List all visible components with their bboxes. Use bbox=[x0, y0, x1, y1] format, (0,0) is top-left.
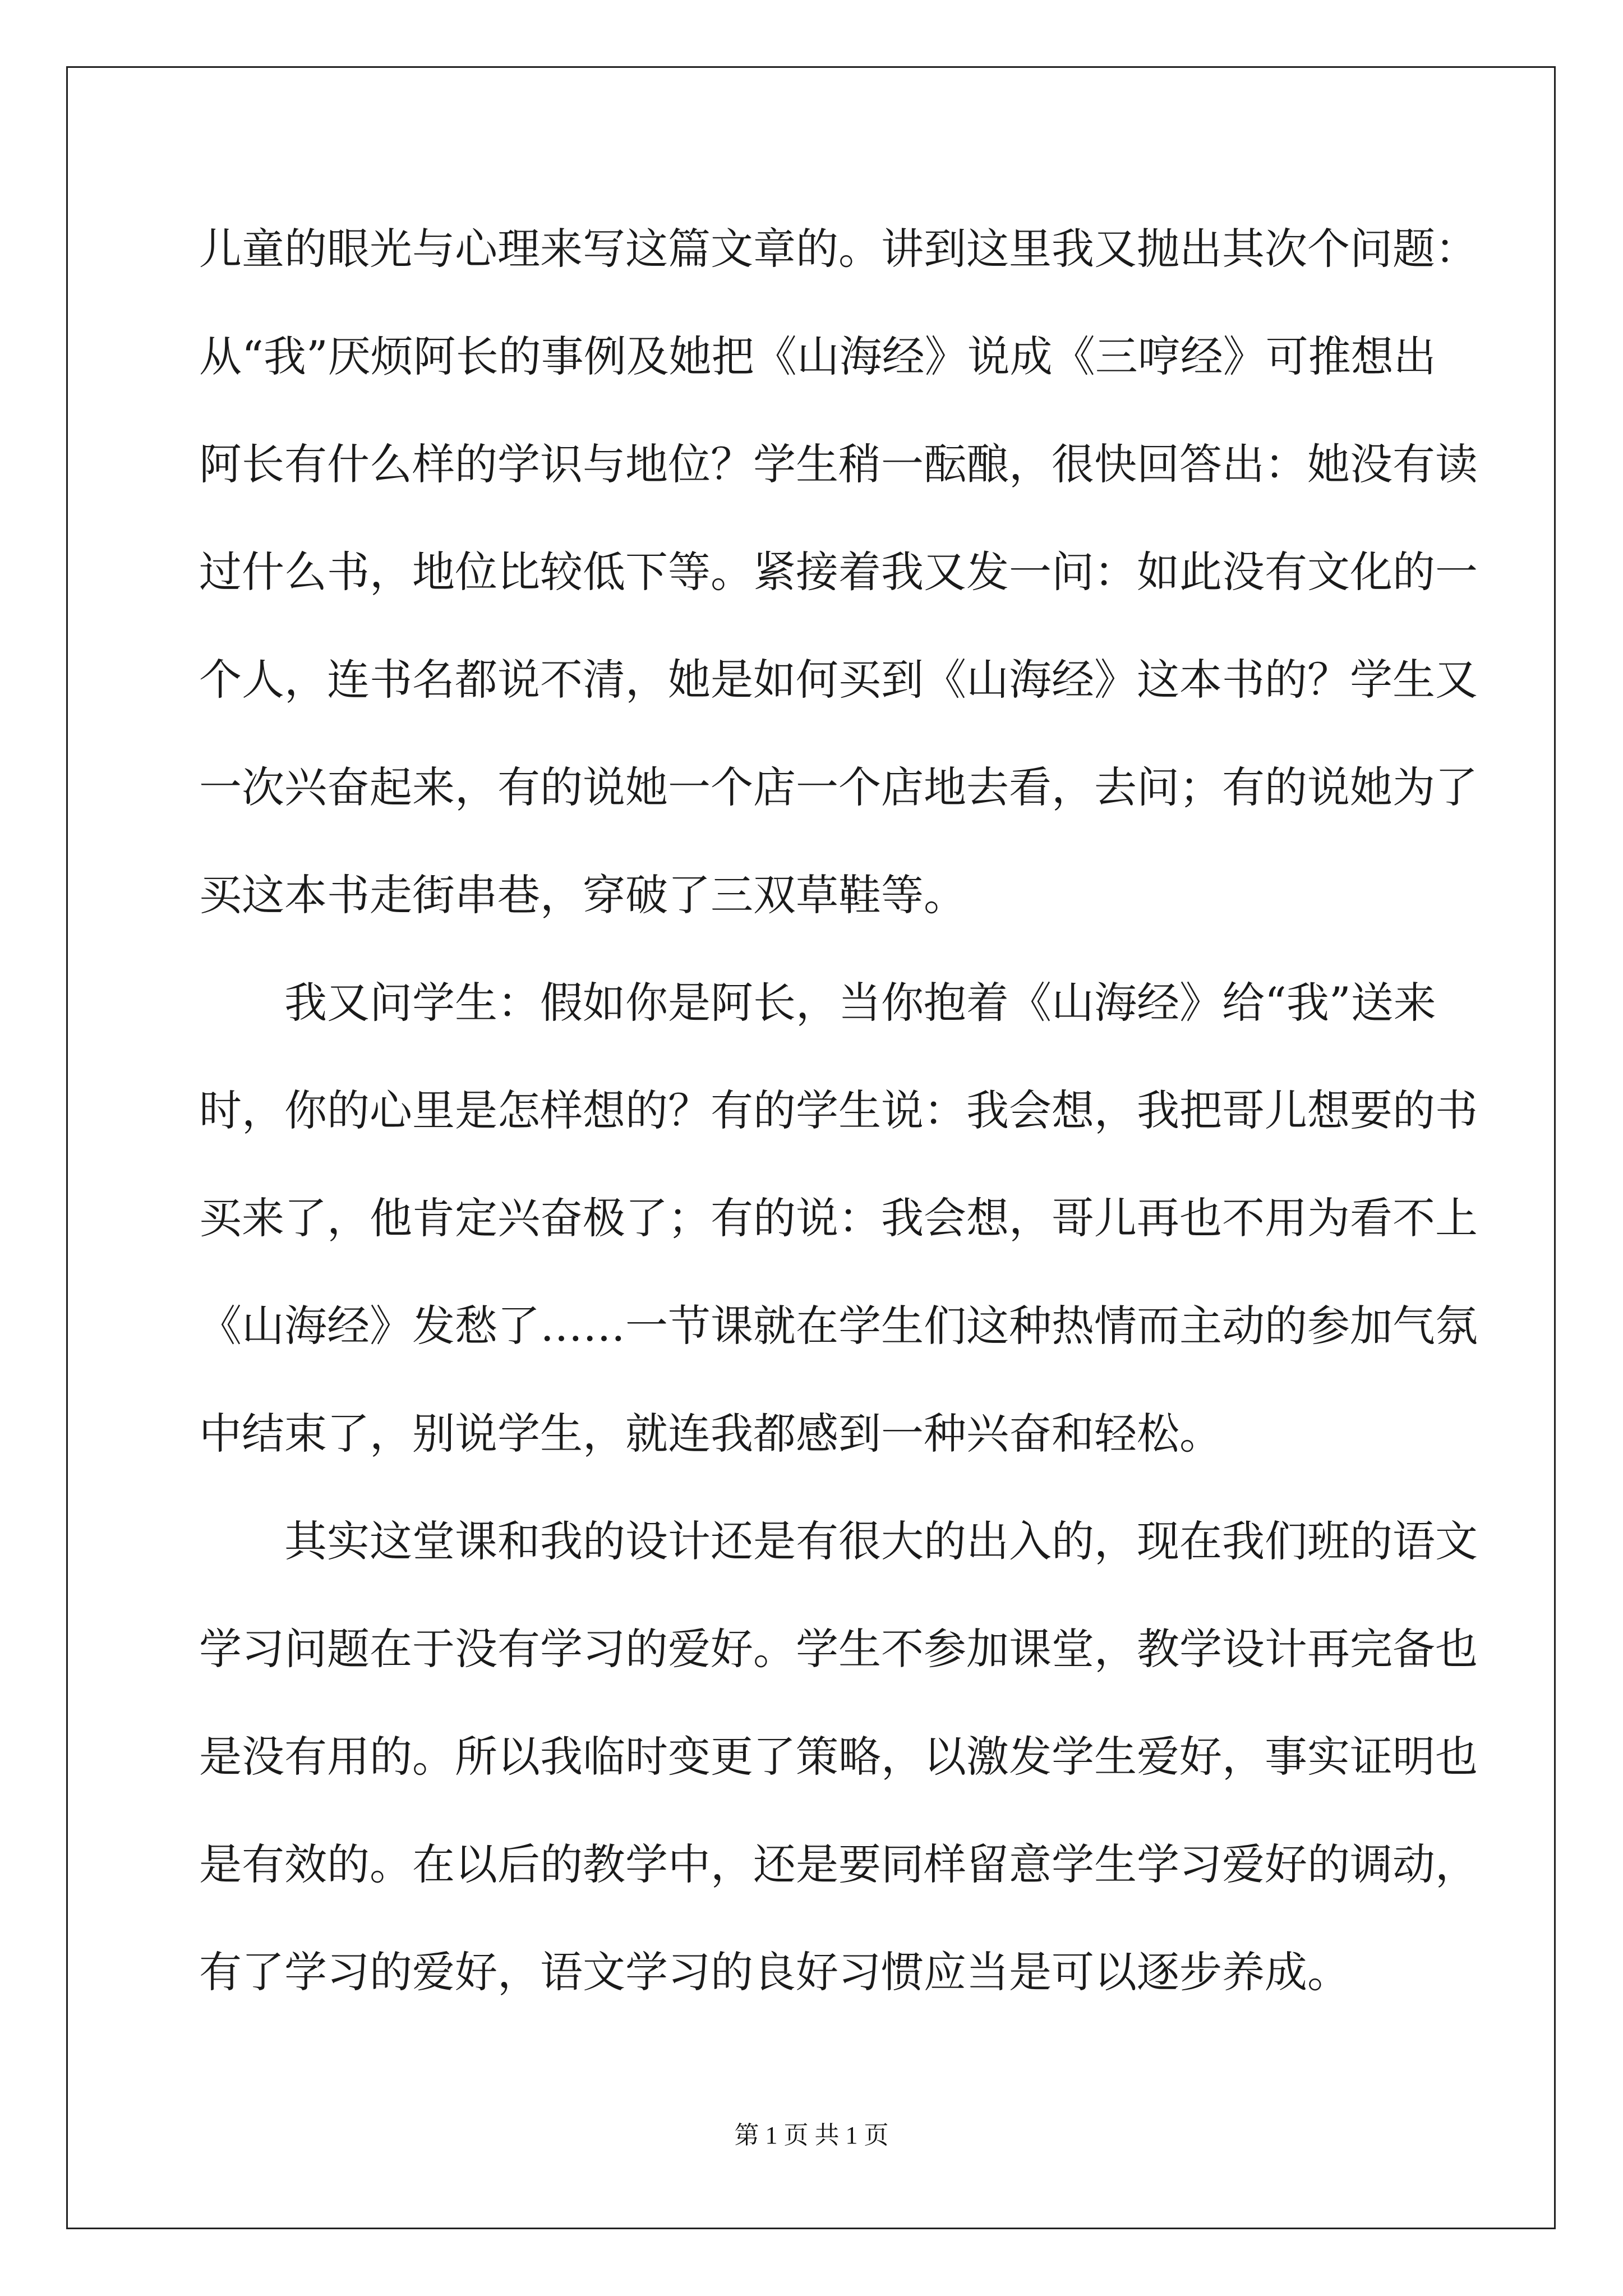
text-line: 个人，连书名都说不清，她是如何买到《山海经》这本书的？学生又 bbox=[199, 655, 1478, 705]
page-number-footer: 第 1 页 共 1 页 bbox=[734, 2122, 889, 2149]
text-line: 过什么书，地位比较低下等。紧接着我又发一问：如此没有文化的一 bbox=[199, 547, 1478, 597]
text-line: 时，你的心里是怎样想的？有的学生说：我会想，我把哥儿想要的书 bbox=[199, 1085, 1478, 1135]
document-body bbox=[199, 195, 1478, 2026]
text-line: 儿童的眼光与心理来写这篇文章的。讲到这里我又抛出其次个问题： bbox=[199, 224, 1478, 274]
text-line: 中结束了，别说学生，就连我都感到一种兴奋和轻松。 bbox=[199, 1409, 1222, 1458]
text-line: 买这本书走街串巷，穿破了三双草鞋等。 bbox=[199, 870, 966, 920]
text-line: 是有效的。在以后的教学中，还是要同样留意学生学习爱好的调动， bbox=[199, 1839, 1478, 1889]
text-line: 买来了，他肯定兴奋极了；有的说：我会想，哥儿再也不用为看不上 bbox=[199, 1193, 1478, 1243]
text-line: 一次兴奋起来，有的说她一个店一个店地去看，去问；有的说她为了 bbox=[199, 762, 1478, 812]
text-line: 有了学习的爱好，语文学习的良好习惯应当是可以逐步养成。 bbox=[199, 1947, 1350, 1997]
paragraph-first-line: 我又问学生：假如你是阿长，当你抱着《山海经》给“我”送来 bbox=[284, 978, 1436, 1028]
text-line: 学习问题在于没有学习的爱好。学生不参加课堂，教学设计再完备也 bbox=[199, 1624, 1478, 1674]
text-line: 从“我”厌烦阿长的事例及她把《山海经》说成《三哼经》可推想出 bbox=[199, 332, 1436, 381]
text-line: 阿长有什么样的学识与地位？学生稍一酝酿，很快回答出：她没有读 bbox=[199, 439, 1478, 489]
paragraph-first-line: 其实这堂课和我的设计还是有很大的出入的，现在我们班的语文 bbox=[284, 1516, 1478, 1566]
text-line: 是没有用的。所以我临时变更了策略，以激发学生爱好，事实证明也 bbox=[199, 1732, 1478, 1782]
text-line: 《山海经》发愁了……一节课就在学生们这种热情而主动的参加气氛 bbox=[199, 1301, 1478, 1351]
